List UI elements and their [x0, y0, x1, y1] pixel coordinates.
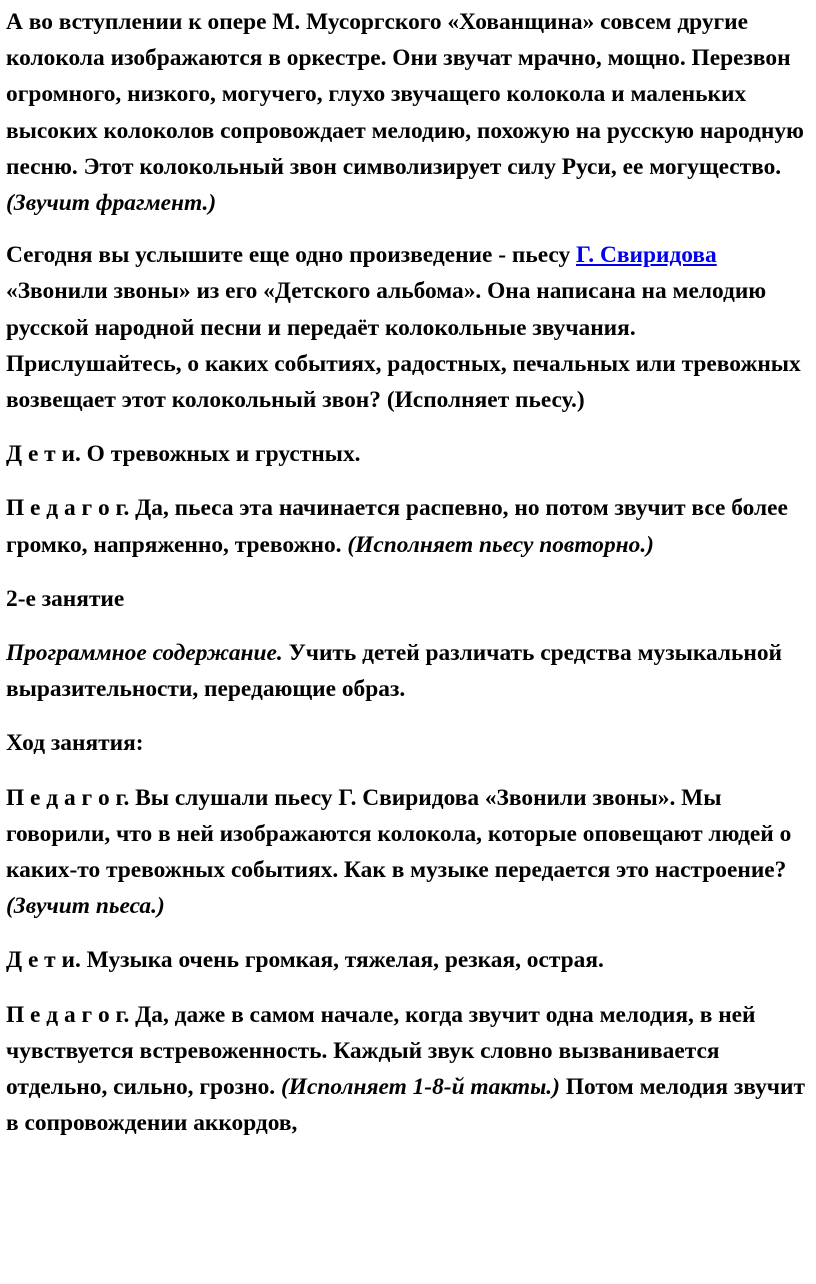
- paragraph-children-answer-2: [6, 942, 810, 978]
- paragraph-text: Учить детей различать средства музыкальной выразительности, передающие образ.: [6, 640, 783, 703]
- program-content-label: Программное содержание.: [6, 640, 283, 667]
- paragraph-text: Д е т и. Музыка очень громкая, тяжелая, резкая, острая.: [6, 947, 604, 974]
- paragraph-text: «Звонили звоны» из его «Детского альбома». Она написана на мелодию русской народной песни и передаёт колокольные звучания. Прислушайтесь, о каких событиях, радостных, печальных или тревожных возвещает этот колокольный звон? (Исполняет пьесу.): [6, 278, 801, 414]
- paragraph-khovanshchina-intro: [6, 4, 810, 221]
- stage-direction: (Исполняет 1-8-й такты.): [280, 1074, 560, 1101]
- sviridov-link[interactable]: Г. Свиридова: [576, 242, 717, 269]
- paragraph-text: Д е т и. О тревожных и грустных.: [6, 441, 361, 468]
- paragraph-teacher-2: [6, 780, 810, 925]
- heading-text: 2-е занятие: [6, 585, 125, 612]
- paragraph-sviridov-piece: [6, 237, 810, 418]
- stage-direction: (Звучит фрагмент.): [6, 190, 217, 217]
- paragraph-program-content: [6, 635, 810, 707]
- lesson-progress-heading: [6, 725, 810, 761]
- lesson-heading: [6, 581, 810, 617]
- paragraph-text: П е д а г о г. Вы слушали пьесу Г. Свиридова «Звонили звоны». Мы говорили, что в ней изображаются колокола, которые оповещают людей о каких-то тревожных событиях. Как в музыке передается это настроение?: [6, 784, 792, 884]
- paragraph-text: Потом мелодия звучит в сопровождении аккордов,: [6, 1074, 805, 1137]
- paragraph-text: П е д а г о г. Да, даже в самом начале, когда звучит одна мелодия, в ней чувствуется встревоженность. Каждый звук словно вызванивается отдельно, сильно, грозно.: [6, 1001, 756, 1101]
- paragraph-teacher-3: [6, 997, 810, 1142]
- stage-direction: (Звучит пьеса.): [6, 893, 165, 920]
- heading-text: Ход занятия:: [6, 730, 144, 757]
- paragraph-text: А во вступлении к опере М. Мусоргского «Хованщина» совсем другие колокола изображаются в оркестре. Они звучат мрачно, мощно. Перезвон огромного, низкого, могучего, глухо звучащего колокола и маленьких высоких колоколов сопровождает мелодию, похожую на русскую народную песню. Этот колокольный звон символизирует силу Руси, ее могущество.: [6, 9, 804, 180]
- paragraph-text: П е д а г о г. Да, пьеса эта начинается распевно, но потом звучит все более громко, напряженно, тревожно.: [6, 495, 788, 558]
- paragraph-children-answer-1: [6, 436, 810, 472]
- stage-direction: (Исполняет пьесу повторно.): [347, 531, 654, 558]
- paragraph-text: Сегодня вы услышите еще одно произведение - пьесу: [6, 242, 577, 269]
- paragraph-teacher-1: [6, 490, 810, 562]
